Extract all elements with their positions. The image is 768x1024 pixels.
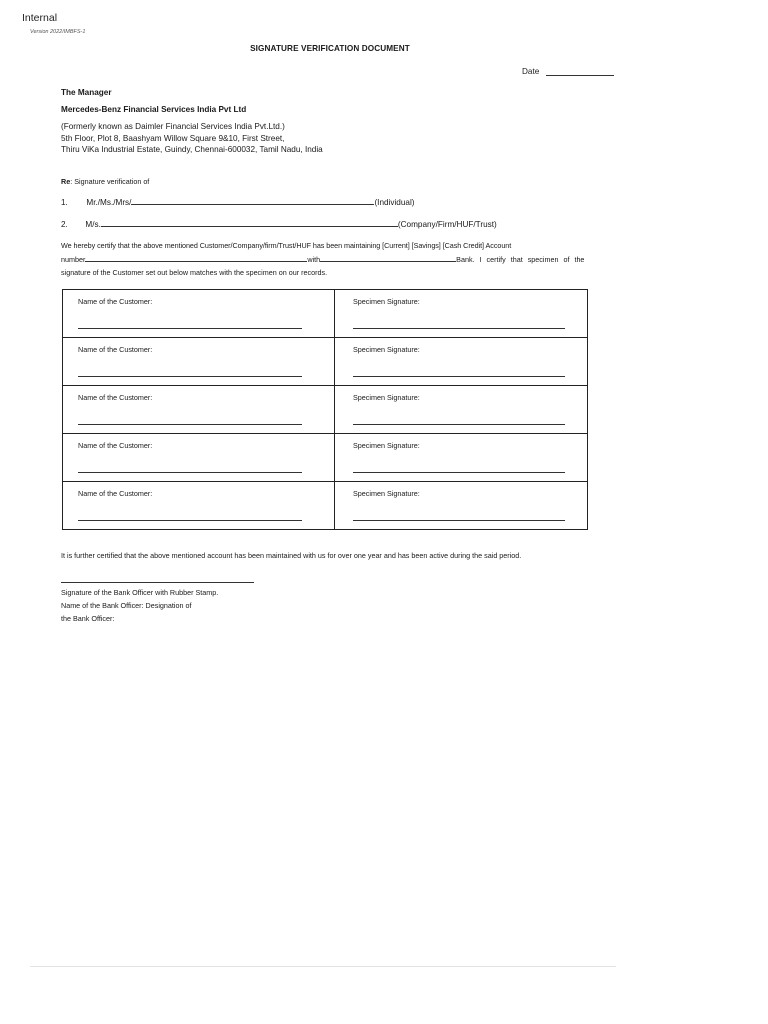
specimen-signature-cell[interactable] <box>335 290 588 338</box>
document-title: SIGNATURE VERIFICATION DOCUMENT <box>250 44 410 53</box>
bank-name-field[interactable] <box>320 254 456 262</box>
item-number: 1. <box>61 198 68 207</box>
specimen-signature-line[interactable] <box>353 328 565 329</box>
address-line-1: 5th Floor, Plot 8, Baashyam Willow Square 9&10, First Street, <box>61 134 285 143</box>
table-row <box>63 482 588 530</box>
table-row <box>63 434 588 482</box>
customer-name-label: Name of the Customer: <box>78 489 153 498</box>
individual-name-field[interactable] <box>131 197 374 205</box>
customer-name-label: Name of the Customer: <box>78 345 153 354</box>
bank-officer-line-1: Signature of the Bank Officer with Rubber Stamp. <box>61 588 219 597</box>
bank-officer-signature-line[interactable] <box>61 582 254 583</box>
customer-name-cell[interactable] <box>63 434 335 482</box>
addressee-company: Mercedes-Benz Financial Services India Pvt Ltd <box>61 105 247 114</box>
addressee-formerly: (Formerly known as Daimler Financial Services India Pvt.Ltd.) <box>61 122 285 131</box>
item-company <box>61 219 497 229</box>
customer-name-line[interactable] <box>78 328 302 329</box>
customer-name-cell[interactable] <box>63 338 335 386</box>
re-label: Re <box>61 177 71 186</box>
addressee-salutation: The Manager <box>61 88 112 97</box>
customer-name-label: Name of the Customer: <box>78 297 153 306</box>
certify-line-2 <box>61 253 612 267</box>
item-suffix: (Company/Firm/HUF/Trust) <box>397 220 497 229</box>
company-name-field[interactable] <box>101 219 398 227</box>
bank-officer-line-3: the Bank Officer: <box>61 614 115 623</box>
customer-name-line[interactable] <box>78 376 302 377</box>
bank-text: Bank. I certify that specimen of the <box>456 254 585 264</box>
specimen-signature-label: Specimen Signature: <box>353 345 420 354</box>
customer-name-line[interactable] <box>78 520 302 521</box>
specimen-signature-label: Specimen Signature: <box>353 297 420 306</box>
classification-label: Internal <box>22 12 58 24</box>
item-number: 2. <box>61 220 68 229</box>
customer-name-line[interactable] <box>78 424 302 425</box>
specimen-signature-cell[interactable] <box>335 482 588 530</box>
re-text: : Signature verification of <box>70 177 150 186</box>
specimen-signature-cell[interactable] <box>335 386 588 434</box>
item-prefix: Mr./Ms./Mrs/ <box>86 198 132 207</box>
address-line-2: Thiru ViKa Industrial Estate, Guindy, Chennai-600032, Tamil Nadu, India <box>61 145 323 154</box>
further-certification: It is further certified that the above mentioned account has been maintained with us for over one year and has been active during the said period. <box>61 551 522 560</box>
customer-name-label: Name of the Customer: <box>78 393 153 402</box>
account-number-field[interactable] <box>85 254 307 262</box>
table-row <box>63 290 588 338</box>
specimen-signature-cell[interactable] <box>335 434 588 482</box>
date-label: Date <box>522 67 540 76</box>
specimen-signature-cell[interactable] <box>335 338 588 386</box>
specimen-signature-line[interactable] <box>353 376 565 377</box>
version-label: Version 2022/IMBFS-1 <box>30 29 86 35</box>
footer-divider <box>30 966 616 967</box>
customer-name-cell[interactable] <box>63 482 335 530</box>
with-label: with <box>307 254 321 264</box>
date-field[interactable] <box>546 75 614 76</box>
table-row <box>63 338 588 386</box>
signature-table <box>62 289 588 530</box>
customer-name-cell[interactable] <box>63 290 335 338</box>
customer-name-cell[interactable] <box>63 386 335 434</box>
table-row <box>63 386 588 434</box>
specimen-signature-label: Specimen Signature: <box>353 393 420 402</box>
customer-name-line[interactable] <box>78 472 302 473</box>
item-prefix: M/s. <box>85 220 101 229</box>
certify-line-1: We hereby certify that the above mentioned Customer/Company/firm/Trust/HUF has been maintaining [Current] [Savings] [Cash Credit] Account <box>61 241 512 250</box>
specimen-signature-line[interactable] <box>353 472 565 473</box>
customer-name-label: Name of the Customer: <box>78 441 153 450</box>
certify-line-3: signature of the Customer set out below matches with the specimen on our records. <box>61 268 328 277</box>
item-individual <box>61 197 414 207</box>
bank-officer-line-2: Name of the Bank Officer: Designation of <box>61 601 192 610</box>
certify-paragraph <box>61 239 612 280</box>
subject-line <box>61 177 149 186</box>
specimen-signature-label: Specimen Signature: <box>353 441 420 450</box>
specimen-signature-line[interactable] <box>353 520 565 521</box>
number-label: number <box>61 254 86 264</box>
item-suffix: (Individual) <box>374 198 415 207</box>
specimen-signature-label: Specimen Signature: <box>353 489 420 498</box>
specimen-signature-line[interactable] <box>353 424 565 425</box>
